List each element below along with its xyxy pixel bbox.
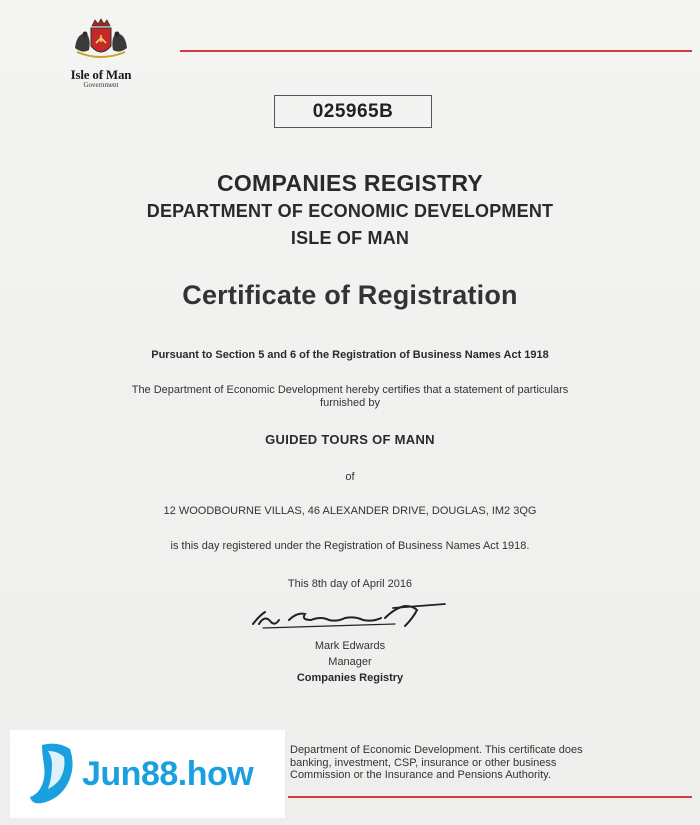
certification-line-2: furnished by (320, 397, 380, 409)
location-heading: ISLE OF MAN (290, 228, 410, 248)
department-heading: DEPARTMENT OF ECONOMIC DEVELOPMENT (146, 201, 554, 221)
watermark-text: Jun88.how (82, 754, 254, 793)
of-text: of (345, 471, 355, 483)
footer-line-3: Commission or the Insurance and Pensions Authority. (290, 769, 551, 781)
government-crest (60, 18, 142, 89)
footer-divider (288, 796, 692, 798)
footer-disclaimer (290, 744, 650, 782)
certification-line-1: The Department of Economic Development hereby certifies that a statement of particulars (131, 384, 569, 396)
header-divider (180, 50, 692, 52)
issue-date: This 8th day of April 2016 (287, 578, 413, 590)
pursuant-statement: Pursuant to Section 5 and 6 of the Registration of Business Names Act 1918 (151, 349, 549, 361)
signatory-name: Mark Edwards (314, 640, 386, 652)
handwritten-signature-icon (245, 598, 455, 634)
registry-heading: COMPANIES REGISTRY (216, 170, 484, 196)
jun88-logo-icon (28, 741, 76, 807)
signatory-role: Manager (328, 656, 372, 668)
government-brand-subtitle: Government (83, 81, 119, 89)
registration-statement: is this day registered under the Registration of Business Names Act 1918. (170, 540, 530, 552)
company-address: 12 WOODBOURNE VILLAS, 46 ALEXANDER DRIVE, DOUGLAS, IM2 3QG (163, 505, 537, 517)
watermark-banner (10, 730, 285, 818)
footer-line-1: Department of Economic Development. This certificate does (290, 744, 583, 756)
signatory-office: Companies Registry (296, 672, 404, 684)
certification-statement (0, 384, 700, 410)
isle-of-man-crest-icon (65, 18, 137, 66)
company-name: GUIDED TOURS OF MANN (265, 432, 435, 447)
footer-line-2: banking, investment, CSP, insurance or other business (290, 756, 557, 769)
certificate-title: Certificate of Registration (182, 280, 518, 310)
government-brand-name: Isle of Man (70, 67, 132, 82)
certificate-number: 025965B (274, 95, 432, 128)
